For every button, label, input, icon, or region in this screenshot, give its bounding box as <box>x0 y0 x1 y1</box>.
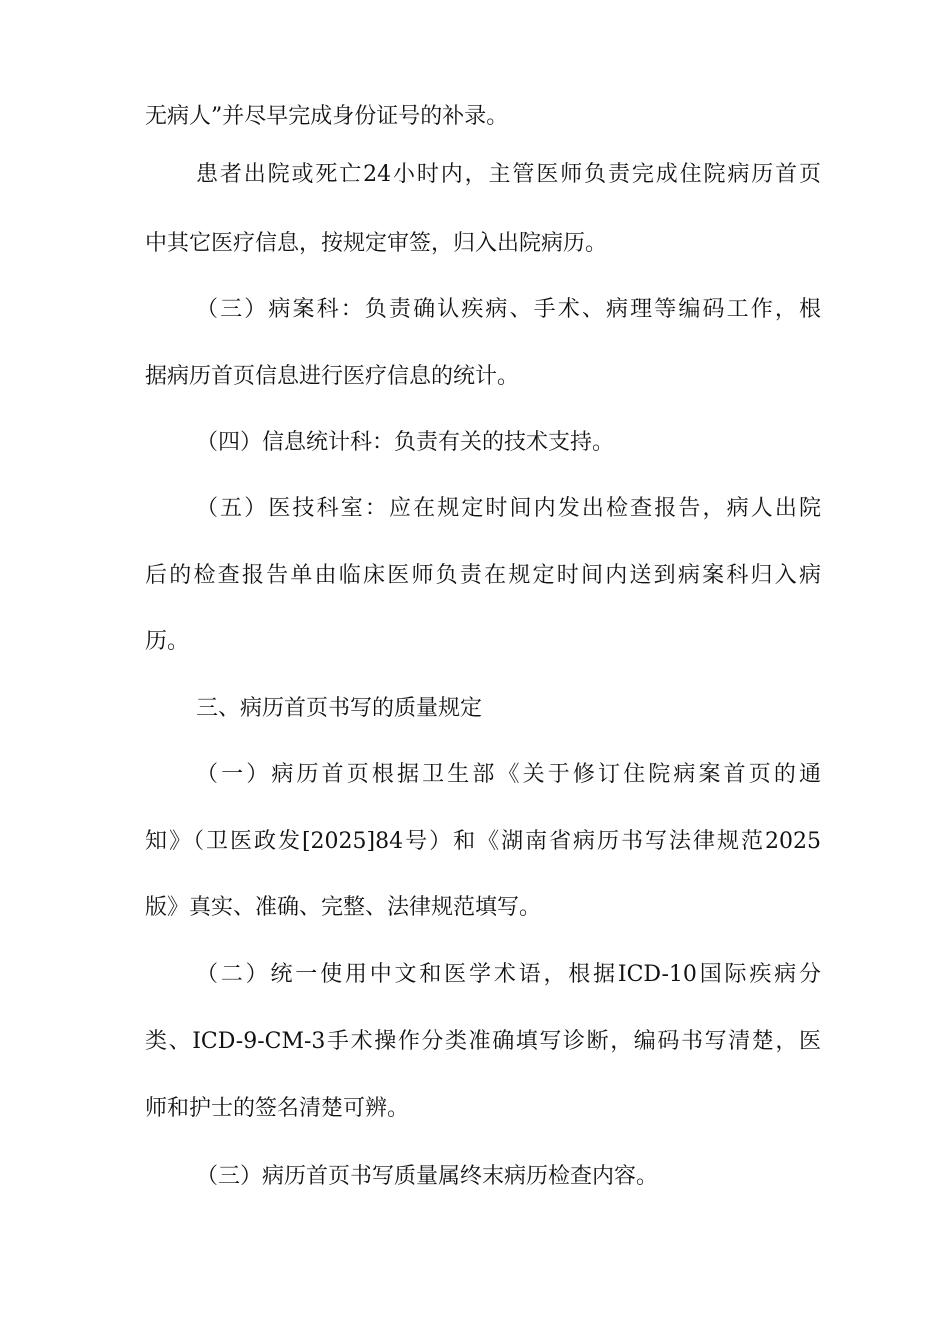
text-line: 知》（卫医政发[2025]84号）和《湖南省病历书写法律规范2025 <box>145 829 821 854</box>
text-line: （一）病历首页根据卫生部《关于修订住院病案首页的通 <box>196 762 821 787</box>
text-line: （二）统一使用中文和医学术语，根据ICD-10国际疾病分 <box>196 962 821 987</box>
text-line: （三）病案科：负责确认疾病、手术、病理等编码工作，根 <box>196 297 821 322</box>
text-line: 中其它医疗信息，按规定审签，归入出院病历。 <box>145 231 608 256</box>
text-line: 无病人”并尽早完成身份证号的补录。 <box>145 104 509 129</box>
text-line: 类、ICD-9-CM-3手术操作分类准确填写诊断，编码书写清楚，医 <box>145 1029 821 1054</box>
section-heading: 三、病历首页书写的质量规定 <box>196 696 483 721</box>
text-line: 版》真实、准确、完整、法律规范填写。 <box>145 895 542 920</box>
text-line: 患者出院或死亡24小时内，主管医师负责完成住院病历首页 <box>196 162 821 187</box>
text-line: 历。 <box>145 629 190 654</box>
text-line: （四）信息统计科：负责有关的技术支持。 <box>196 430 615 455</box>
text-line: 据病历首页信息进行医疗信息的统计。 <box>145 364 520 389</box>
text-line: （三）病历首页书写质量属终末病历检查内容。 <box>196 1164 659 1189</box>
text-line: 师和护士的签名清楚可辨。 <box>145 1096 410 1121</box>
text-line: 后的检查报告单由临床医师负责在规定时间内送到病案科归入病 <box>145 563 821 588</box>
text-line: （五）医技科室：应在规定时间内发出检查报告，病人出院 <box>196 496 821 521</box>
